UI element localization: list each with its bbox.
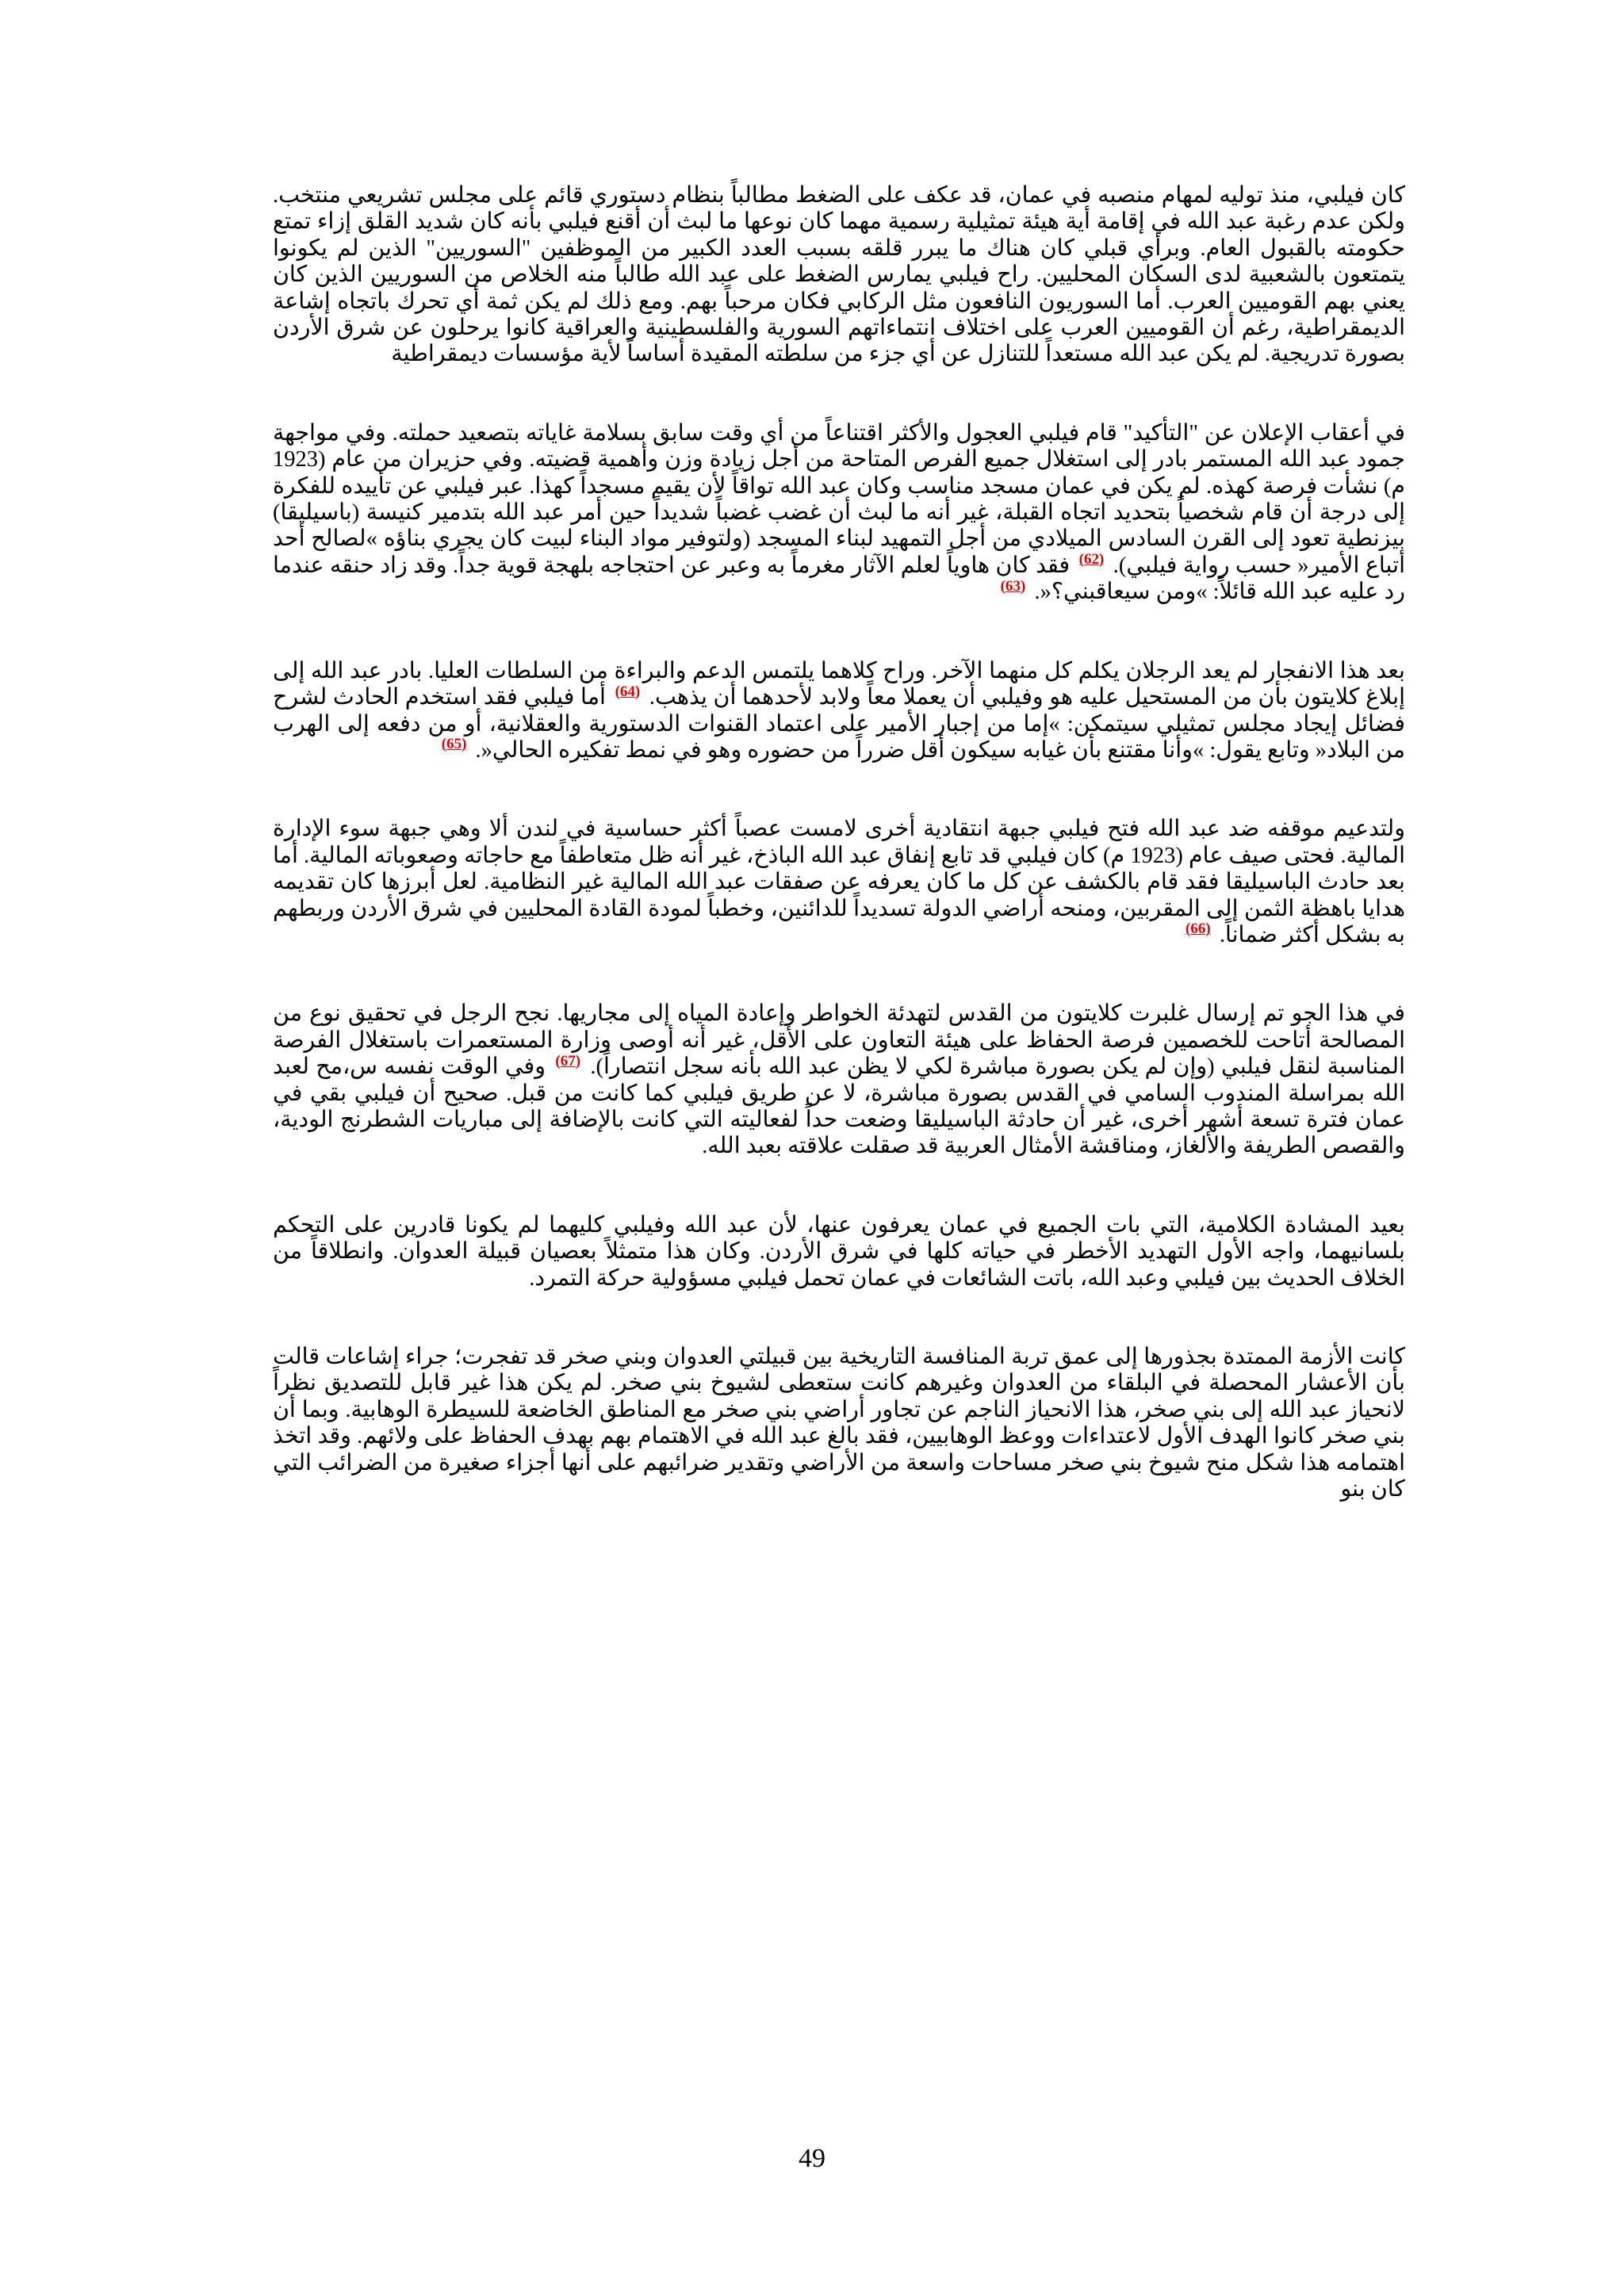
page-number: 49 [799,2144,825,2173]
paragraph [273,1001,1405,1159]
page-body [273,182,1405,1555]
paragraph [273,1212,1405,1292]
paragraph [273,658,1405,764]
footnote-link[interactable]: (66) [1185,920,1211,938]
paragraph-text: فقد كان هاوياً لعلم الآثار مغرماً به وعبر عن احتجاجه بلهجة قوية جداً. وقد زاد حنقه عندما رد عليه عبد الله قائلاً: »ومن سيعاقبني؟«. [273,553,1405,605]
paragraph-text: ولتدعيم موقفه ضد عبد الله فتح فيلبي جبهة انتقادية أخرى لامست عصباً أكثر حساسية في لندن ألا وهي جبهة سوء الإدارة المالية. فحتى صيف عام (1923 م) كان فيلبي قد تابع إنفاق عبد الله الباذخ، غير أنه ظل متعاطفاً مع حاجاته وصعوباته المالية. أما بعد حادث الباسيليقا فقد قام بالكشف عن كل ما كان يعرفه عن صفقات عبد الله المالية غير النظامية. لعل أبرزها كان تقديمه هدايا باهظة الثمن إلى المقربين، ومنحه أراضي الدولة تسديداً للدائنين، وخطباً لمودة القادة المحليين في شرق الأردن وربطهم به بشكل أكثر ضماناً. [273,817,1405,947]
paragraph [273,182,1405,368]
paragraph-text: كانت الأزمة الممتدة بجذورها إلى عمق تربة المنافسة التاريخية بين قبيلتي العدوان وبني صخر قد تفجرت؛ جراء إشاعات قالت بأن الأعشار المحصلة في البلقاء من العدوان وغيرهم كانت ستعطى لشيوخ بني صخر. لم يكن هذا غير قابل للتصديق نظراً لانحياز عبد الله إلى بني صخر، هذا الانحياز الناجم عن تجاور أراضي بني صخر مع المناطق الخاضعة للسيطرة الوهابية. وبما أن بني صخر كانوا الهدف الأول لاعتداءات ووعظ الوهابيين، فقد بالغ عبد الله في الاهتمام بهم بهدف الحفاظ على ولائهم. وقد اتخذ اهتمامه هذا شكل منح شيوخ بني صخر مساحات واسعة من الأراضي وتقدير ضرائبهم على أنها أجزاء صغيرة من الضرائب التي كان بنو [273,1345,1405,1502]
paragraph-text: بعيد المشادة الكلامية، التي بات الجميع في عمان يعرفون عنها، لأن عبد الله وفيلبي كليهما لم يكونا قادرين على التحكم بلسانيهما، واجه الأول التهديد الأخطر في حياته كلها في شرق الأردن. وكان هذا متمثلاً بعصيان قبيلة العدوان. وانطلاقاً من الخلاف الحديث بين فيلبي وعبد الله، باتت الشائعات في عمان تحمل فيلبي مسؤولية حركة التمرد. [273,1212,1405,1291]
paragraph-text: كان فيلبي، منذ توليه لمهام منصبه في عمان، قد عكف على الضغط مطالباً بنظام دستوري قائم على مجلس تشريعي منتخب. ولكن عدم رغبة عبد الله في إقامة أية هيئة تمثيلية رسمية مهما كان نوعها ما لبث أن أقنع فيلبي بأنه كان شديد القلق إزاء تمتع حكومته بالقبول العام. وبرأي قبلي كان هناك ما يبرر قلقه بسبب العدد الكبير من الموظفين "السوريين" الذين لم يكونوا يتمتعون بالشعبية لدى السكان المحليين. راح فيلبي يمارس الضغط على عبد الله طالباً منه الخلاص من السوريين الذين كان يعني بهم القوميين العرب. أما السوريون النافعون مثل الركابي فكان مرحباً بهم. ومع ذلك لم يكن ثمة أي تحرك باتجاه إشاعة الديمقراطية، رغم أن القوميين العرب على اختلاف انتماءاتهم السورية والفلسطينية والعراقية كانوا يرحلون عن شرق الأردن بصورة تدريجية. لم يكن عبد الله مستعداً للتنازل عن أي جزء من سلطته المقيدة أساساً لأية مؤسسات ديمقراطية [273,183,1405,367]
footnote-link[interactable]: (62) [1078,551,1105,568]
paragraph-text: وفي الوقت نفسه س،مح لعبد الله بمراسلة المندوب السامي في القدس بصورة مباشرة، لا عن طريق فيلبي كما كانت من قبل. صحيح أن فيلبي بقي في عمان فترة تسعة أشهر أخرى، غير أن حادثة الباسيليقا وضعت حداً لفعاليته التي كانت بالإضافة إلى مباريات الشطرنج الودية، والقصص الطريفة والألغاز، ومناقشة الأمثال العربية قد صقلت علاقته بعبد الله. [273,1054,1405,1159]
paragraph [273,816,1405,948]
paragraph-text: بعد هذا الانفجار لم يعد الرجلان يكلم كل منهما الآخر. وراح كلاهما يلتمس الدعم والبراءة من السلطات العليا. بادر عبد الله إلى إبلاغ كلايتون بأن من المستحيل عليه هو وفيلبي أن يعملا معاً ولابد لأحدهما أن يذهب. [273,658,1405,710]
footnote-link[interactable]: (67) [555,1052,581,1070]
footnote-link[interactable]: (63) [1000,577,1026,595]
paragraph-text: في أعقاب الإعلان عن "التأكيد" قام فيلبي العجول والأكثر اقتناعاً من أي وقت سابق بسلامة غاياته بتصعيد حملته. وفي مواجهة جمود عبد الله المستمر بادر إلى استغلال جميع الفرص المتاحة من أجل زيادة وزن وأهمية قضيته. وفي حزيران من عام (1923 م) نشأت فرصة كهذه. لم يكن في عمان مسجد مناسب وكان عبد الله تواقاً لأن يقيم مسجداً كهذا. عبر فيلبي عن تأييده للفكرة إلى درجة أن قام شخصياً بتحديد اتجاه القبلة، غير أنه ما لبث أن غضب غضباً شديداً حين أمر عبد الله بتدمير كنيسة (باسيليقا) بيزنطية تعود إلى القرن السادس الميلادي من أجل التمهيد لبناء المسجد (ولتوفير مواد البناء لبيت كان يجري بناؤه »لصالح أحد أتباع الأمير« حسب رواية فيلبي). [273,420,1405,578]
paragraph [273,1344,1405,1502]
footnote-link[interactable]: (64) [615,683,641,700]
footnote-link[interactable]: (65) [441,736,467,753]
paragraph [273,420,1405,606]
paragraph-text: أما فيلبي فقد استخدم الحادث لشرح فضائل إيجاد مجلس تمثيلي سيتمكن: »إما من إجبار الأمير على اعتماد القنوات الدستورية والعقلانية، أو من دفعه إلى الهرب من البلاد« وتابع يقول: »وأنا مقتنع بأن غيابه سيكون أقل ضرراً من حضوره وهو في نمط تفكيره الحالي«. [273,685,1405,763]
paragraph-text: في هذا الجو تم إرسال غلبرت كلايتون من القدس لتهدئة الخواطر وإعادة المياه إلى مجاريها. نجح الرجل في تحقيق نوع من المصالحة أتاحت للخصمين فرصة الحفاظ على هيئة التعاون على الأقل، غير أنه أوصى وزارة المستعمرات باستغلال الفرصة المناسبة لنقل فيلبي (وإن لم يكن بصورة مباشرة لكي لا يظن عبد الله بأنه سجل انتصاراً). [273,1001,1406,1080]
